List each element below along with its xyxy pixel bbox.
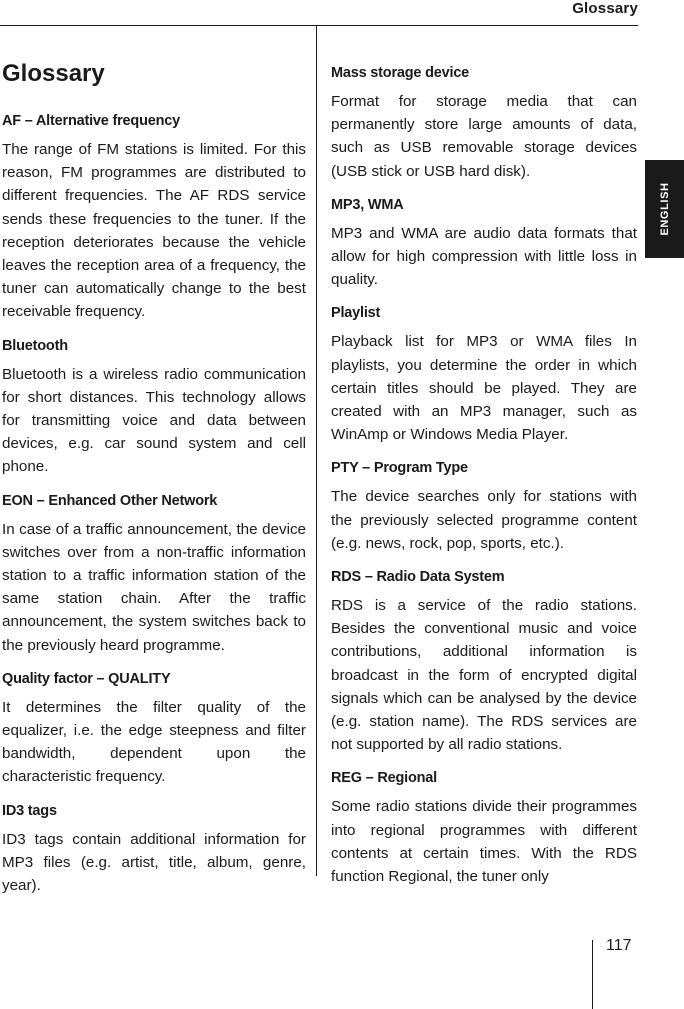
entry-definition: It determines the filter quality of the equalizer, i.e. the edge steepness and filter bandwidth, dependent upon the characteristic frequency. bbox=[2, 698, 306, 786]
right-column bbox=[331, 62, 637, 899]
glossary-entry-bluetooth bbox=[2, 335, 306, 479]
running-header-title: Glossary bbox=[572, 0, 638, 17]
entry-term: Playlist bbox=[331, 305, 381, 322]
glossary-entry-eon bbox=[2, 490, 306, 657]
glossary-entry-playlist bbox=[331, 302, 637, 446]
entry-definition: MP3 and WMA are audio data formats that allow for high compression with little loss in quality. bbox=[331, 224, 637, 289]
column-divider bbox=[316, 26, 317, 876]
entry-definition: Playback list for MP3 or WMA files In playlists, you determine the order in which certain titles should be played. They are created with an MP3 manager, such as WinAmp or Windows Media Player. bbox=[331, 333, 637, 444]
language-tab bbox=[645, 160, 684, 258]
glossary-entry-pty bbox=[331, 457, 637, 555]
entry-term: MP3, WMA bbox=[331, 196, 404, 213]
footer-divider bbox=[592, 940, 593, 1009]
entry-definition: Bluetooth is a wireless radio communication for short distances. This technology allows for transmitting voice and data between devices, e.g. car sound system and cell phone. bbox=[2, 365, 306, 476]
entry-definition: ID3 tags contain additional information for MP3 files (e.g. artist, title, album, genre, year). bbox=[2, 830, 306, 895]
entry-definition: Format for storage media that can permanently store large amounts of data, such as USB removable storage devices (USB stick or USB hard disk). bbox=[331, 93, 637, 180]
entry-term: Bluetooth bbox=[2, 337, 68, 354]
glossary-entry-rds bbox=[331, 566, 637, 756]
entry-term: PTY – Program Type bbox=[331, 460, 468, 477]
entry-definition: The range of FM stations is limited. For this reason, FM programmes are distributed to different frequencies. The AF RDS service sends these frequencies to the tuner. If the reception deteriorates because the vehicle leaves the reception area of a frequency, the tuner can automatically change to the best receivable frequency. bbox=[2, 141, 306, 321]
entry-term: EON – Enhanced Other Network bbox=[2, 492, 218, 509]
page-number: 117 bbox=[606, 937, 632, 954]
glossary-entry-mass-storage bbox=[331, 62, 637, 183]
glossary-entry-mp3-wma bbox=[331, 194, 637, 292]
language-tab-label: ENGLISH bbox=[658, 182, 671, 236]
entry-definition: RDS is a service of the radio stations. Besides the conventional music and voice contributions, additional information is broadcast in the form of encrypted digital signals which can be analysed by the device (e.g. station name). The RDS services are not supported by all radio stations. bbox=[331, 597, 637, 754]
glossary-entry-id3 bbox=[2, 800, 306, 898]
entry-definition: The device searches only for stations with the previously selected programme content (e.g. news, rock, pop, sports, etc.). bbox=[331, 488, 637, 552]
entry-definition: In case of a traffic announcement, the device switches over from a non-traffic information station to a traffic information station of the same station chain. After the traffic announcement, the system switches back to the previously heard programme. bbox=[2, 520, 306, 654]
entry-term: Quality factor – QUALITY bbox=[2, 670, 171, 687]
glossary-entry-reg bbox=[331, 767, 637, 888]
entry-term: AF – Alternative frequency bbox=[2, 113, 180, 129]
left-column bbox=[2, 110, 306, 908]
glossary-entry-quality bbox=[2, 668, 306, 789]
glossary-entry-af bbox=[2, 110, 306, 324]
entry-definition: Some radio stations divide their programmes into regional programmes with different contents at certain times. With the RDS function Regional, the tuner only bbox=[331, 798, 637, 886]
entry-term: REG – Regional bbox=[331, 770, 437, 787]
entry-term: RDS – Radio Data System bbox=[331, 569, 505, 586]
header-divider bbox=[0, 25, 638, 26]
page-title: Glossary bbox=[2, 60, 105, 87]
entry-term: Mass storage device bbox=[331, 65, 470, 81]
entry-term: ID3 tags bbox=[2, 802, 57, 819]
